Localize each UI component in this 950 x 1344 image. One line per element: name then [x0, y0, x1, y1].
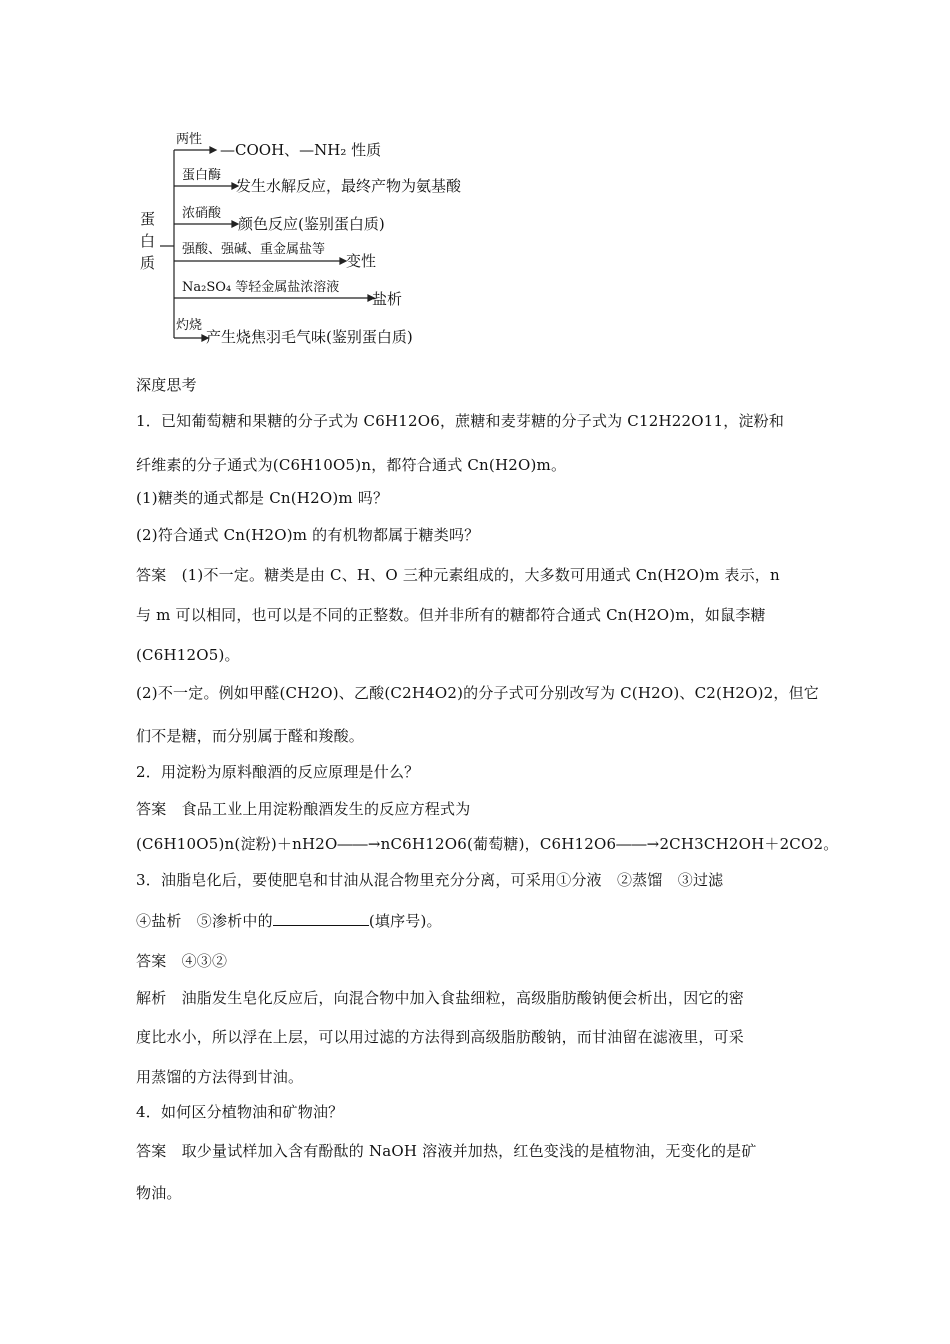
branch-result: 发生水解反应，最终产物为氨基酸 [236, 177, 462, 195]
branch-result: 盐析 [372, 290, 403, 308]
text-line: 纤维素的分子通式为(C6H10O5)n，都符合通式 Cn(H2O)m。 [136, 456, 567, 474]
branch-result: 产生烧焦羽毛气味(鉴别蛋白质) [206, 328, 413, 346]
branch-condition: 强酸、强碱、重金属盐等 [182, 242, 326, 257]
root-char: 蛋 [140, 210, 156, 228]
branch-condition: 两性 [176, 132, 203, 147]
protein-properties-diagram [136, 128, 536, 350]
branch-condition: 灼烧 [176, 318, 203, 333]
branch-result: —COOH、—NH₂ 性质 [220, 141, 382, 159]
text-line: 3．油脂皂化后，要使肥皂和甘油从混合物里充分分离，可采用①分液 ②蒸馏 ③过滤 [136, 871, 724, 889]
section-title: 深度思考 [136, 376, 197, 394]
root-char: 白 [140, 232, 156, 250]
text-line-with-blank [136, 911, 816, 931]
text-line: 度比水小，所以浮在上层，可以用过滤的方法得到高级脂肪酸钠，而甘油留在滤液里，可采 [136, 1028, 745, 1046]
branch-result: 变性 [346, 252, 377, 270]
blank-suffix: (填序号)。 [368, 912, 442, 930]
text-line: 解析 油脂发生皂化反应后，向混合物中加入食盐细粒，高级脂肪酸钠便会析出，因它的密 [136, 989, 745, 1007]
text-line: (C6H10O5)n(淀粉)＋nH2O――→nC6H12O6(葡萄糖)，C6H12O6――→2CH3CH2OH＋2CO2。 [136, 835, 839, 853]
branch-condition: 蛋白酶 [182, 168, 222, 183]
text-line: 答案 取少量试样加入含有酚酞的 NaOH 溶液并加热，红色变浅的是植物油，无变化的是矿 [136, 1142, 757, 1160]
text-line: 答案 (1)不一定。糖类是由 C、H、O 三种元素组成的，大多数可用通式 Cn(H2O)m 表示，n [136, 566, 780, 584]
branch-condition: Na₂SO₄ 等轻金属盐浓溶液 [182, 280, 340, 295]
text-line: 1．已知葡萄糖和果糖的分子式为 C6H12O6，蔗糖和麦芽糖的分子式为 C12H22O11，淀粉和 [136, 412, 785, 430]
text-line: 与 m 可以相同，也可以是不同的正整数。但并非所有的糖都符合通式 Cn(H2O)m，如鼠李糖 [136, 606, 766, 624]
question-text: ④盐析 ⑤渗析中的 [136, 912, 273, 930]
text-line: 4．如何区分植物油和矿物油？ [136, 1103, 344, 1121]
text-line: 物油。 [136, 1184, 182, 1202]
text-line: (C6H12O5)。 [136, 646, 240, 664]
text-line: 2．用淀粉为原料酿酒的反应原理是什么？ [136, 763, 420, 781]
branch-condition: 浓硝酸 [182, 206, 222, 221]
text-line: 答案 食品工业上用淀粉酿酒发生的反应方程式为 [136, 800, 471, 818]
text-line: 用蒸馏的方法得到甘油。 [136, 1068, 304, 1086]
branch-result: 颜色反应(鉴别蛋白质) [238, 215, 385, 233]
text-line: 们不是糖，而分别属于醛和羧酸。 [136, 727, 365, 745]
text-line: (1)糖类的通式都是 Cn(H2O)m 吗？ [136, 489, 389, 507]
text-line: 答案 ④③② [136, 952, 228, 970]
root-char: 质 [140, 254, 156, 272]
text-line: (2)符合通式 Cn(H2O)m 的有机物都属于糖类吗？ [136, 526, 480, 544]
answer-blank [273, 911, 369, 926]
diagram-root-protein [140, 208, 156, 274]
diagram-brackets [136, 128, 536, 350]
text-line: (2)不一定。例如甲醛(CH2O)、乙酸(C2H4O2)的分子式可分别改写为 C(H2O)、C2(H2O)2，但它 [136, 684, 820, 702]
